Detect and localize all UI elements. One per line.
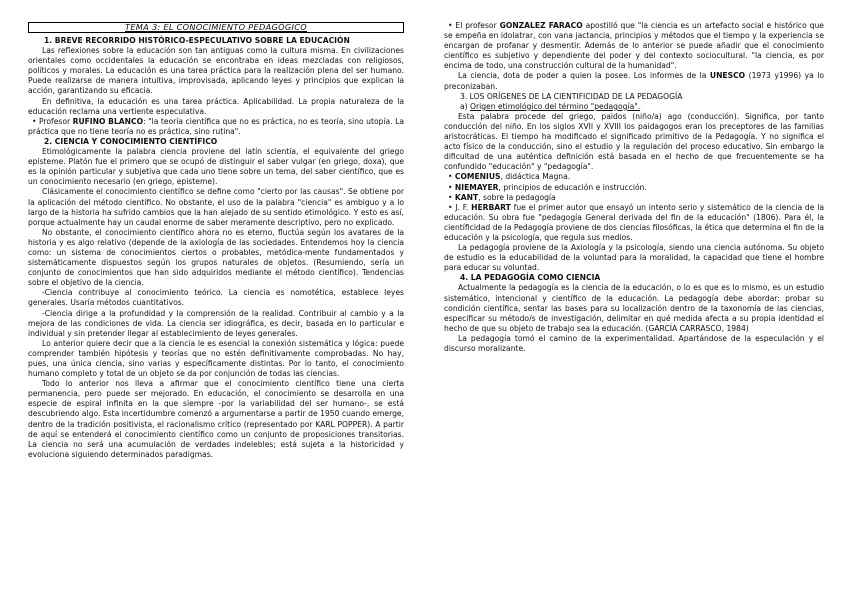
subheading-text: Origen etimológico del término "pedagogía". [470, 101, 641, 111]
bullet-item [444, 172, 824, 182]
right-column [444, 21, 824, 354]
bullet-prefix: J. F. [455, 202, 472, 212]
bullet-prefix: El profesor [455, 21, 500, 30]
bullet-prefix: Profesor [38, 116, 73, 126]
paragraph: Esta palabra procede del griego, paidos (niño/a) ago (conducción). Significa, por tanto conducción del niño. En los siglos XVII y XVIII los paidagogos eran los preceptores de las familias aristocráticas. El tiempo ha modificado el significado primitivo de la Pedagogía. Y no significa el acto físico de la conducción, sino el estudio y la regulación del proceso educativo. Sin embargo la dificultad de una auténtica definición está basada en el hecho de que frecuentemente se ha confundido "educación" y "pedagogía". [444, 111, 824, 172]
paragraph: La pedagogía proviene de la Axiología y la psicología, siendo una ciencia autónoma. Su objeto de estudio es la educabilidad de la voluntad para la moralidad, la capacidad que tiene el hombre para educar su voluntad. [444, 243, 824, 273]
paragraph: -Ciencia dirige a la profundidad y la comprensión de la realidad. Contribuir al cambio y a la mejora de las condiciones de vida. La ciencia ser idiográfica, es decir, basada en lo particular e individual y sin pretender llegar al establecimiento de leyes generales. [28, 308, 404, 338]
bullet-text: fue el primer autor que ensayó un intento serio y sistemático de la ciencia de la educación. Su obra fue "pedagogía General derivada del fin de la educación" (1806). Para él, la científicidad de la Pedagogía proviene de dos ciencias filosóficas, la ética que determina el fin de la educación y la psicología, que regula sus medios. [444, 202, 824, 242]
subsection-heading [444, 102, 824, 112]
bullet-item [28, 117, 404, 137]
paragraph: Lo anterior quiere decir que a la ciencia le es esencial la conexión sistemática y lógica: puede comprender también hipótesis y teorías que no estén definitivamente comprobadas. No hay, pues, una única ciencia, sino varias y específicamente distintas. Por lo tanto, el conocimiento humano completo y total de un objeto se da por conjunción de todas las ciencias. [28, 338, 404, 379]
bullet-name: HERBART [471, 202, 511, 212]
bullet-item [444, 183, 824, 193]
paragraph [444, 71, 824, 91]
paragraph: No obstante, el conocimiento científico ahora no es eterno, fluctúa según los avatares de la historia y es algo relativo (depende de la axiología de las sociedades. Entendemos hoy la ciencia como: un sistema de conocimientos ciertos o probables, metódica-mente fundamentados y sistemáticamente dispuestos según los grupos naturales de objetos. (Resumiendo, sería un conjunto de conocimientos que han sido adquiridos mediante el método científico). Tendencias sobre el objetivo de la ciencia. [28, 227, 404, 288]
bullet-item [444, 193, 824, 203]
paragraph: Etimológicamente la palabra ciencia proviene del latín scientia, el equivalente del griego episteme. Platón fue el primero que se ocupó de distinguir el saber vulgar (en griego, doxa), que es la opinión particular y subjetiva que cada uno tiene sobre un tema, del saber científico, que es un conocimiento necesario (en griego, episteme). [28, 147, 404, 187]
subheading-prefix: a) [460, 101, 471, 111]
section-heading: 4. LA PEDAGOGÍA COMO CIENCIA [460, 273, 601, 283]
bullet-item [444, 203, 824, 243]
paragraph: La pedagogía tomó el camino de la experimentalidad. Apartándose de la especulación y el discurso moralizante. [444, 333, 824, 353]
bullet-text: , principios de educación e instrucción. [498, 182, 647, 192]
bullet-name: GONZALEZ FARACO [499, 21, 583, 30]
bullet-name: RUFINO BLANCO [72, 116, 144, 126]
bullet-name: NIEMAYER [454, 182, 499, 192]
paragraph-text: La ciencia, dota de poder a quien la posee. Los informes de la [458, 71, 710, 81]
bullet-name: COMENIUS [454, 172, 501, 182]
bullet-text: , sobre la pedagogía [478, 192, 556, 202]
paragraph: Las reflexiones sobre la educación son tan antiguas como la cultura misma. En civilizaciones orientales como occidentales la educación se encontraba en ideas mezcladas con religiosos, políticos y morales. La educación es una tarea práctica para la realización plena del ser humano. Puede realizarse de manera intuitiva, improvisada, aplicando leyes y principios que explican la acción, garantizando su eficacia. [28, 46, 404, 96]
section-heading: 3. LOS ORÍGENES DE LA CIENTIFICIDAD DE LA PEDAGOGÍA [460, 91, 683, 101]
left-column [28, 36, 404, 460]
bullet-name: KANT [454, 192, 479, 202]
page-title: TEMA 3: EL CONOCIMIENTO PEDAGÓGICO [28, 22, 404, 33]
organization-name: UNESCO [709, 71, 746, 81]
paragraph: -Ciencia contribuye al conocimiento teórico. La ciencia es nomotética, establece leyes generales. Usaría métodos cuantitativos. [28, 288, 404, 308]
bullet-text: apostilló que "la ciencia es un artefacto social e histórico que se empeña en idolatrar, con vana jactancia, principios y métodos que el tiempo y la experiencia se encargan de profanar y desmentir. Además de lo anterior se puede añadir que el conocimiento científico es subjetivo y dependiente del poder y del contexto sociocultural. "la ciencia, es por encima de todo, una construcción cultural de la humanidad". [444, 21, 824, 71]
bullet-text: , didáctica Magna. [500, 172, 571, 182]
section-heading: 2. CIENCIA Y CONOCIMIENTO CIENTÍFICO [44, 136, 218, 146]
bullet-item [444, 21, 824, 71]
paragraph: Clásicamente el conocimiento científico se define como "cierto por las causas". Se obtiene por la aplicación del método científico. No obstante, el uso de la palabra "ciencia" es ambiguo y a lo largo de la historia ha sufrido cambios que la han alejado de su sentido etimológico. Y esto es así, porque actualmente hay un caudal enorme de saber meramente descriptivo, pero no explicado. [28, 187, 404, 227]
section-heading: 1. BREVE RECORRIDO HISTÓRICO-ESPECULATIVO SOBRE LA EDUCACIÓN [44, 36, 350, 45]
bullet-text: : "la teoría científica que no es práctica, no es teoría, sino utopía. La práctica que no tiene teoría no es práctica, sino rutina". [28, 116, 404, 136]
paragraph: Todo lo anterior nos lleva a afirmar que el conocimiento científico tiene una cierta permanencia, pero puede ser mejorado. En educación, el conocimiento se desarrolla en una especie de espiral infinita en la que siempre -por la variabilidad del ser humano-, se está descubriendo algo. Esta incertidumbre comenzó a argumentarse a partir de 1950 cuando emerge, dentro de la tradición positivista, el racionalismo crítico (representado por KARL POPPER). A partir de aquí se entenderá el conocimiento científico como un conjunto de proposiciones transitorias. La ciencia no será una acumulación de verdades indelebles; está sujeta a la historicidad y evoluciona siguiendo determinados paradigmas. [28, 379, 404, 459]
paragraph: En definitiva, la educación es una tarea práctica. Aplicabilidad. La propia naturaleza de la educación reclama una vertiente especulativa. [28, 96, 404, 116]
paragraph: Actualmente la pedagogía es la ciencia de la educación, o lo es que es lo mismo, es un estudio sistemático, intencional y científico de la educación. La pedagogía debe abordar: probar su condición científica, sentar las bases para su localización dentro de la taxonomía de las ciencias, especificar su método/s de investigación, delimitar en qué medida afecta a su propia identidad el hecho de que su objeto de trabajo sea la educación. (GARCÍA CARRASCO, 1984) [444, 283, 824, 333]
paragraph-text: (1973 y1996) ya lo preconizaban. [444, 71, 825, 91]
